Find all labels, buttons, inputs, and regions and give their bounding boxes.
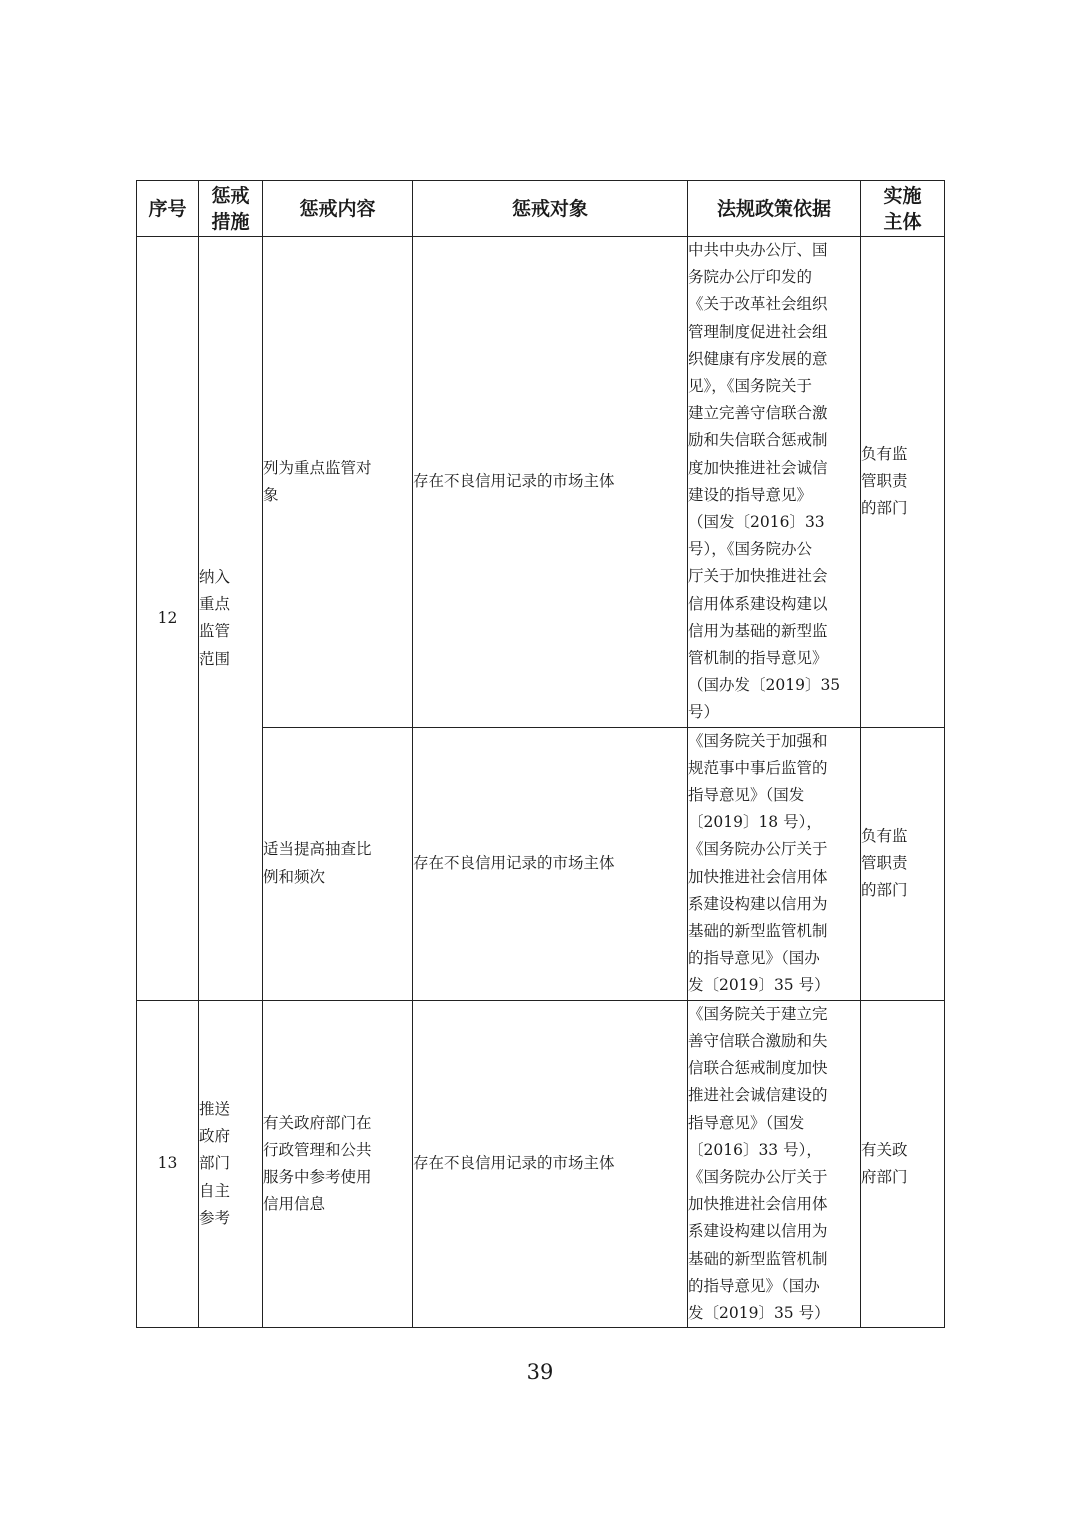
row-index: 12 xyxy=(137,237,199,1001)
row-measure: 推送 政府 部门 自主 参考 xyxy=(199,1000,263,1327)
row-basis: 中共中央办公厅、国 务院办公厅印发的 《关于改革社会组织 管理制度促进社会组 织健康有序发展的意 见》，《国务院关于 建立完善守信联合激 励和失信联合惩戒制 度加快推进社会诚信 建设的指导意见》 （国发〔2016〕33 号），《国务院办公 厅关于加快推进社会 信用体系建设构建以 信用为基础的新型监 管机制的指导意见》 （国办发〔2019〕35 号） xyxy=(688,237,861,728)
header-basis: 法规政策依据 xyxy=(688,181,861,237)
row-target: 存在不良信用记录的市场主体 xyxy=(413,1000,688,1327)
table-row xyxy=(137,237,945,728)
header-executor: 实施 主体 xyxy=(861,181,945,237)
row-basis: 《国务院关于加强和 规范事中事后监管的 指导意见》（国发 〔2019〕18 号）， 《国务院办公厅关于 加快推进社会信用体 系建设构建以信用为 基础的新型监管机制 的指导意见》（国办 发〔2019〕35 号） xyxy=(688,727,861,1000)
row-target: 存在不良信用记录的市场主体 xyxy=(413,727,688,1000)
header-index: 序号 xyxy=(137,181,199,237)
row-basis: 《国务院关于建立完 善守信联合激励和失 信联合惩戒制度加快 推进社会诚信建设的 指导意见》（国发 〔2016〕33 号）， 《国务院办公厅关于 加快推进社会信用体 系建设构建以信用为 基础的新型监管机制 的指导意见》（国办 发〔2019〕35 号） xyxy=(688,1000,861,1327)
row-index: 13 xyxy=(137,1000,199,1327)
header-row xyxy=(137,181,945,237)
header-target: 惩戒对象 xyxy=(413,181,688,237)
row-content: 有关政府部门在 行政管理和公共 服务中参考使用 信用信息 xyxy=(263,1000,413,1327)
row-target: 存在不良信用记录的市场主体 xyxy=(413,237,688,728)
penalty-measures-table xyxy=(136,180,945,1328)
row-measure: 纳入 重点 监管 范围 xyxy=(199,237,263,1001)
row-content: 适当提高抽查比 例和频次 xyxy=(263,727,413,1000)
header-measure: 惩戒 措施 xyxy=(199,181,263,237)
page-number: 39 xyxy=(526,1360,554,1384)
row-executor: 有关政 府部门 xyxy=(861,1000,945,1327)
row-executor: 负有监 管职责 的部门 xyxy=(861,727,945,1000)
table-row xyxy=(137,1000,945,1327)
row-executor: 负有监 管职责 的部门 xyxy=(861,237,945,728)
row-content: 列为重点监管对 象 xyxy=(263,237,413,728)
header-content: 惩戒内容 xyxy=(263,181,413,237)
